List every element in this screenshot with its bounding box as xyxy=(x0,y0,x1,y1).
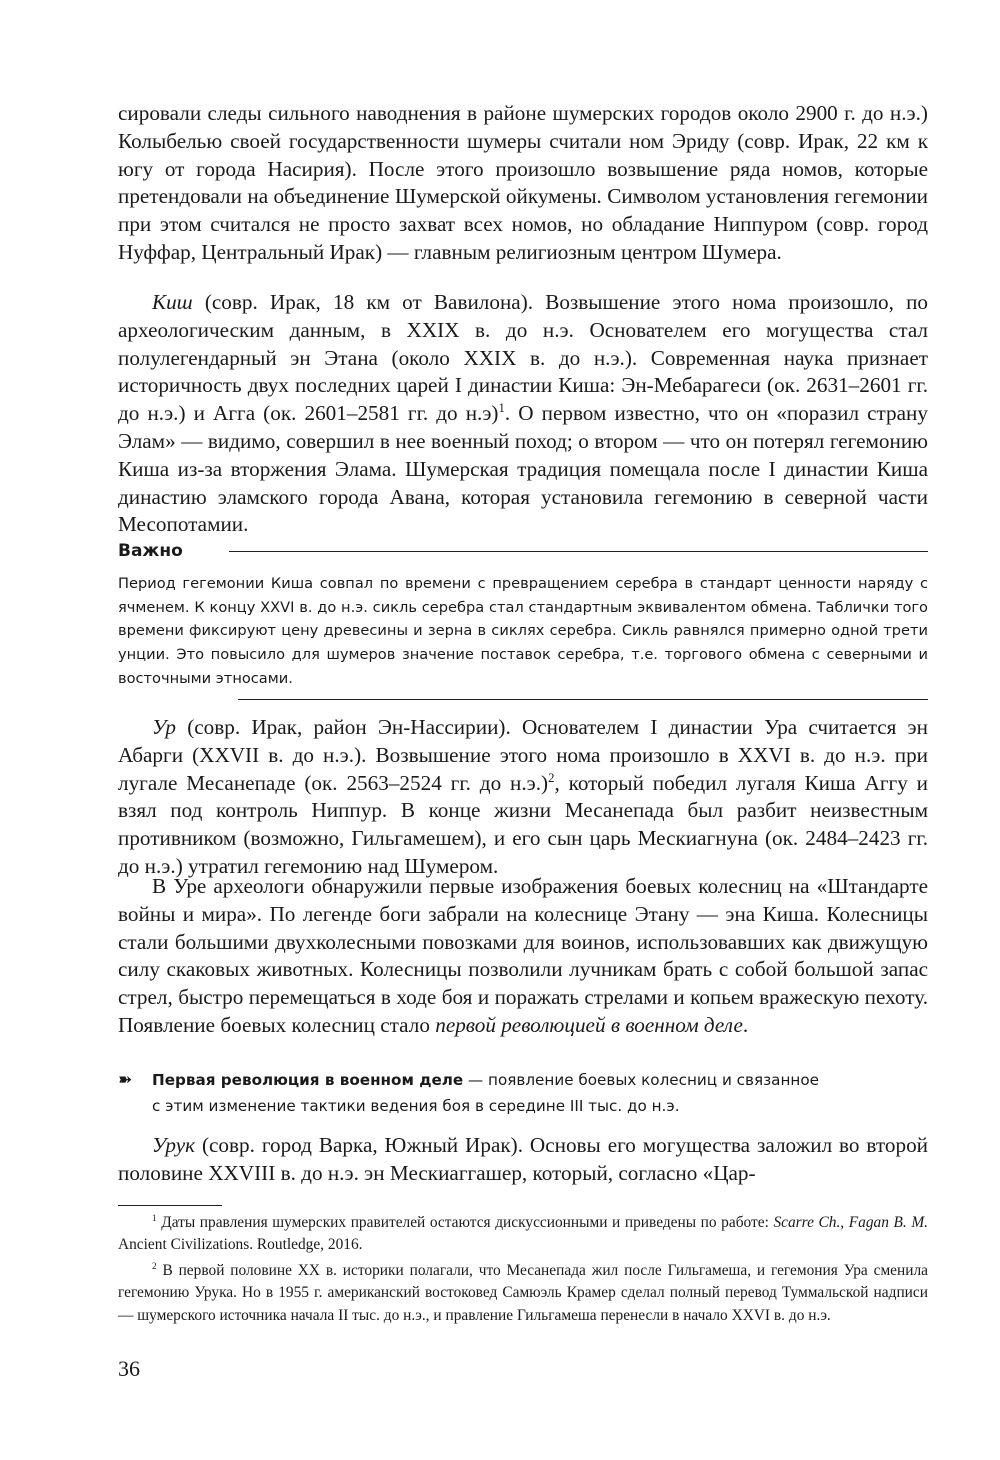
footnote-ref-1: 1 xyxy=(498,401,505,416)
paragraph-end: . xyxy=(742,1012,749,1037)
term-uruk: Урук xyxy=(152,1133,196,1157)
definition-term: Первая революция в военном деле xyxy=(152,1071,464,1089)
important-label: Важно xyxy=(118,541,183,561)
paragraph-ur xyxy=(118,714,928,881)
important-bottom-rule xyxy=(238,699,928,700)
footnote-authors: Scarre Ch., Fagan B. M. xyxy=(773,1214,928,1231)
term-kish: Киш xyxy=(152,290,193,314)
definition-text: — появление боевых колесниц и связанное xyxy=(463,1071,819,1089)
paragraph-eridu xyxy=(118,100,928,267)
paragraph-chariots xyxy=(118,873,928,1040)
footnote-number: 2 xyxy=(152,1260,157,1271)
footnotes xyxy=(118,1212,928,1330)
important-text: Период гегемонии Киша совпал по времени с превращением серебра в стандарт ценности наряду с ячменем. К концу XXVI в. до н.э. сикль серебра стал стандартным эквивалентом обмена. Таблички того времени фиксируют цену древесины и зерна в сиклях серебра. Сикль равнялся примерно одной трети унции. Это повысило для шумеров значение поставок серебра, т.е. торгового обмена с северными и восточными этносами. xyxy=(118,575,928,687)
paragraph-text: . О первом известно, что он «поразил страну Элам» — видимо, совершил в нее военный поход; о втором — что он потерял гегемонию Киша из-за вторжения Элама. Шумерская традиция помещала после I династии Киша династию эламского города Авана, которая установила гегемонию в северной части Месопотамии. xyxy=(118,401,928,537)
paragraph-text: (совр. город Варка, Южный Ирак). Основы его могущества заложил во второй половине XXVIII в. до н.э. эн Мескиаггашер, который, согласно «Цар- xyxy=(118,1133,928,1185)
definition-text-line2: с этим изменение тактики ведения боя в середине III тыс. до н.э. xyxy=(152,1096,680,1115)
arrow-icon: ➽ xyxy=(118,1070,133,1090)
term-ur: Ур xyxy=(152,715,177,739)
paragraph-text: , который победил лугаля Киша Аггу и взял под контроль Ниппур. В конце жизни Месанепада был разбит неизвестным противником (возможно, Гильгамешем), и его сын царь Мескиагнуна (ок. 2484–2423 гг. до н.э.) утратил гегемонию над Шумером. xyxy=(118,770,929,878)
emphasis-revolution: первой революцией в военном деле xyxy=(435,1012,743,1037)
footnote-number: 1 xyxy=(152,1212,157,1223)
paragraph-text: В Уре археологи обнаружили первые изображения боевых колесниц на «Штандарте войны и мира». По легенде боги забрали на колеснице Этану — эна Киша. Колесницы стали большими двухколесными повозками для воинов, использовавших как движущую силу скаковых животных. Колесницы позволили лучникам брать с собой большой запас стрел, быстро перемещаться в ходе боя и поражать стрелами и копьем вражескую пехоту. Появление боевых колесниц стало xyxy=(118,874,928,1037)
definition-box xyxy=(118,1068,928,1119)
footnote-ref-2: 2 xyxy=(548,770,555,785)
footnote-rule xyxy=(118,1205,222,1206)
footnote-text: В первой половине XX в. историки полагали, что Месанепада жил после Гильгамеша, и гегемония Ура сменила гегемонию Урука. Но в 1955 г. американский востоковед Самюэль Крамер сделал полный перевод Туммальской надписи — шумерского источника начала II тыс. до н.э., и правление Гильгамеша перенесли в начало XXVI в. до н.э. xyxy=(118,1261,928,1324)
paragraph-text: (совр. Ирак, район Эн-Нассирии). Основателем I династии Ура считается эн Абарги (XXVII в. до н.э.). Возвышение этого нома произошло в XXVI в. до н.э. при лугале Месанепаде (ок. 2563–2524 гг. до н.э.) xyxy=(118,715,928,795)
important-box xyxy=(118,540,928,700)
footnote-2 xyxy=(118,1260,928,1327)
paragraph-uruk xyxy=(118,1132,928,1188)
paragraph-text: сировали следы сильного наводнения в районе шумерских городов около 2900 г. до н.э.) Колыбелью своей государственности шумеры считали ном Эриду (совр. Ирак, 22 км к югу от города Насирия). После этого произошло возвышение ряда номов, которые претендовали на объединение Шумерской ойкумены. Символом установления гегемонии при этом считался не просто захват всех номов, но обладание Ниппуром (совр. город Нуффар, Центральный Ирак) — главным религиозным центром Шумера. xyxy=(118,101,928,264)
footnote-source: Ancient Civilizations. Routledge, 2016. xyxy=(118,1236,363,1254)
paragraph-text: (совр. Ирак, 18 км от Вавилона). Возвышение этого нома произошло, по археологическим данным, в XXIX в. до н.э. Основателем его могущества стал полулегендарный эн Этана (около XXIX в. до н.э.). Современная наука признает историчность двух последних царей I династии Киша: Эн-Мебарагеси (ок. 2631–2601 гг. до н.э.) и Агга (ок. 2601–2581 гг. до н.э) xyxy=(118,290,928,426)
important-top-rule xyxy=(229,551,928,552)
footnote-text: Даты правления шумерских правителей остаются дискуссионными и приведены по работе: xyxy=(156,1214,774,1231)
footnote-1 xyxy=(118,1212,928,1257)
page-number: 36 xyxy=(118,1356,140,1381)
paragraph-kish xyxy=(118,289,928,539)
